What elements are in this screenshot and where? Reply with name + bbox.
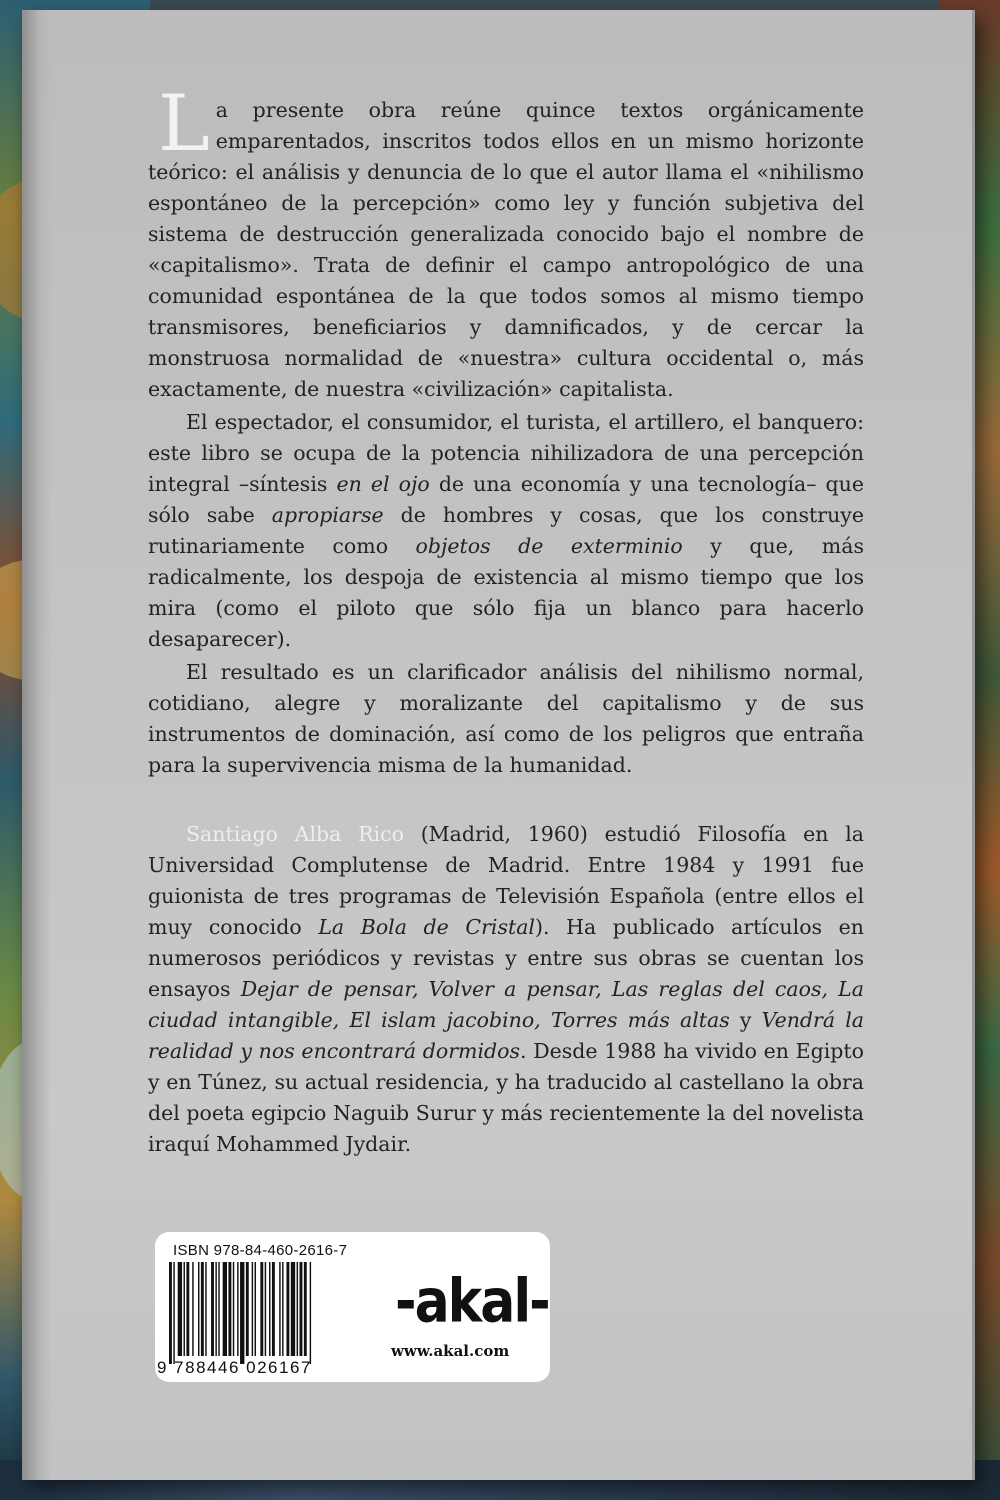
author-name: Santiago Alba Rico <box>186 822 404 846</box>
barcode-digits: 9 788446 026167 <box>157 1358 312 1377</box>
barcode-icon <box>163 1262 363 1366</box>
blurb-paragraph-1: La presente obra reúne quince textos orgánicamente emparentados, inscritos todos ellos en un mismo horizonte teórico: el análisis y denuncia de lo que el autor llama el «nihilismo espontáneo de la percepción» como ley y función subjetiva del sistema de destrucción generalizada conocido bajo el nombre de «capitalismo». Trata de definir el campo antropológico de una comunidad espontánea de la que todos somos al mismo tiempo transmisores, beneficiarios y damnificados, y de cercar la monstruosa normalidad de «nuestra» cultura occidental o, más exactamente, de nuestra «civilización» capitalista. <box>148 79 864 401</box>
barcode-label <box>155 1232 550 1382</box>
blurb-text <box>148 79 865 1160</box>
blurb-paragraph-3: El resultado es un clarificador análisis del nihilismo normal, cotidiano, alegre y moralizante del capitalismo y de sus instrumentos de dominación, así como de los peligros que entraña para la supervivencia misma de la humanidad. <box>148 660 864 777</box>
book-spine-edge <box>22 10 52 1480</box>
publisher-website: www.akal.com <box>391 1342 510 1360</box>
blurb-paragraph-2: El espectador, el consumidor, el turista, el artillero, el banquero: este libro se ocupa de la potencia nihilizadora de una percepción integral –síntesis en el ojo de una economía y una tecnología– que sólo sabe apropiarse de hombres y cosas, que los construye rutinariamente como objetos de exterminio y que, más radicalmente, los despoja de existencia al mismo tiempo que los mira (como el piloto que sólo fija un blanco para hacerlo desaparecer). <box>148 410 865 651</box>
author-bio: Santiago Alba Rico (Madrid, 1960) estudió Filosofía en la Universidad Complutense de Madrid. Entre 1984 y 1991 fue guionista de tres programas de Televisión Española (entre ellos el muy conocido La Bola de Cristal). Ha publicado artículos en numerosos periódicos y revistas y entre sus obras se cuentan los ensayos Dejar de pensar, Volver a pensar, Las reglas del caos, La ciudad intangible, El islam jacobino, Torres más altas y Vendrá la realidad y nos encontrará dormidos. Desde 1988 ha vivido en Egipto y en Túnez, su actual residencia, y ha traducido al castellano la obra del poeta egipcio Naguib Surur y más recientemente la del novelista iraquí Mohammed Jydair. <box>148 822 864 1156</box>
isbn-number: ISBN 978-84-460-2616-7 <box>173 1242 348 1259</box>
drop-cap: L <box>158 79 210 169</box>
publisher-logo: -akal- <box>395 1267 549 1337</box>
